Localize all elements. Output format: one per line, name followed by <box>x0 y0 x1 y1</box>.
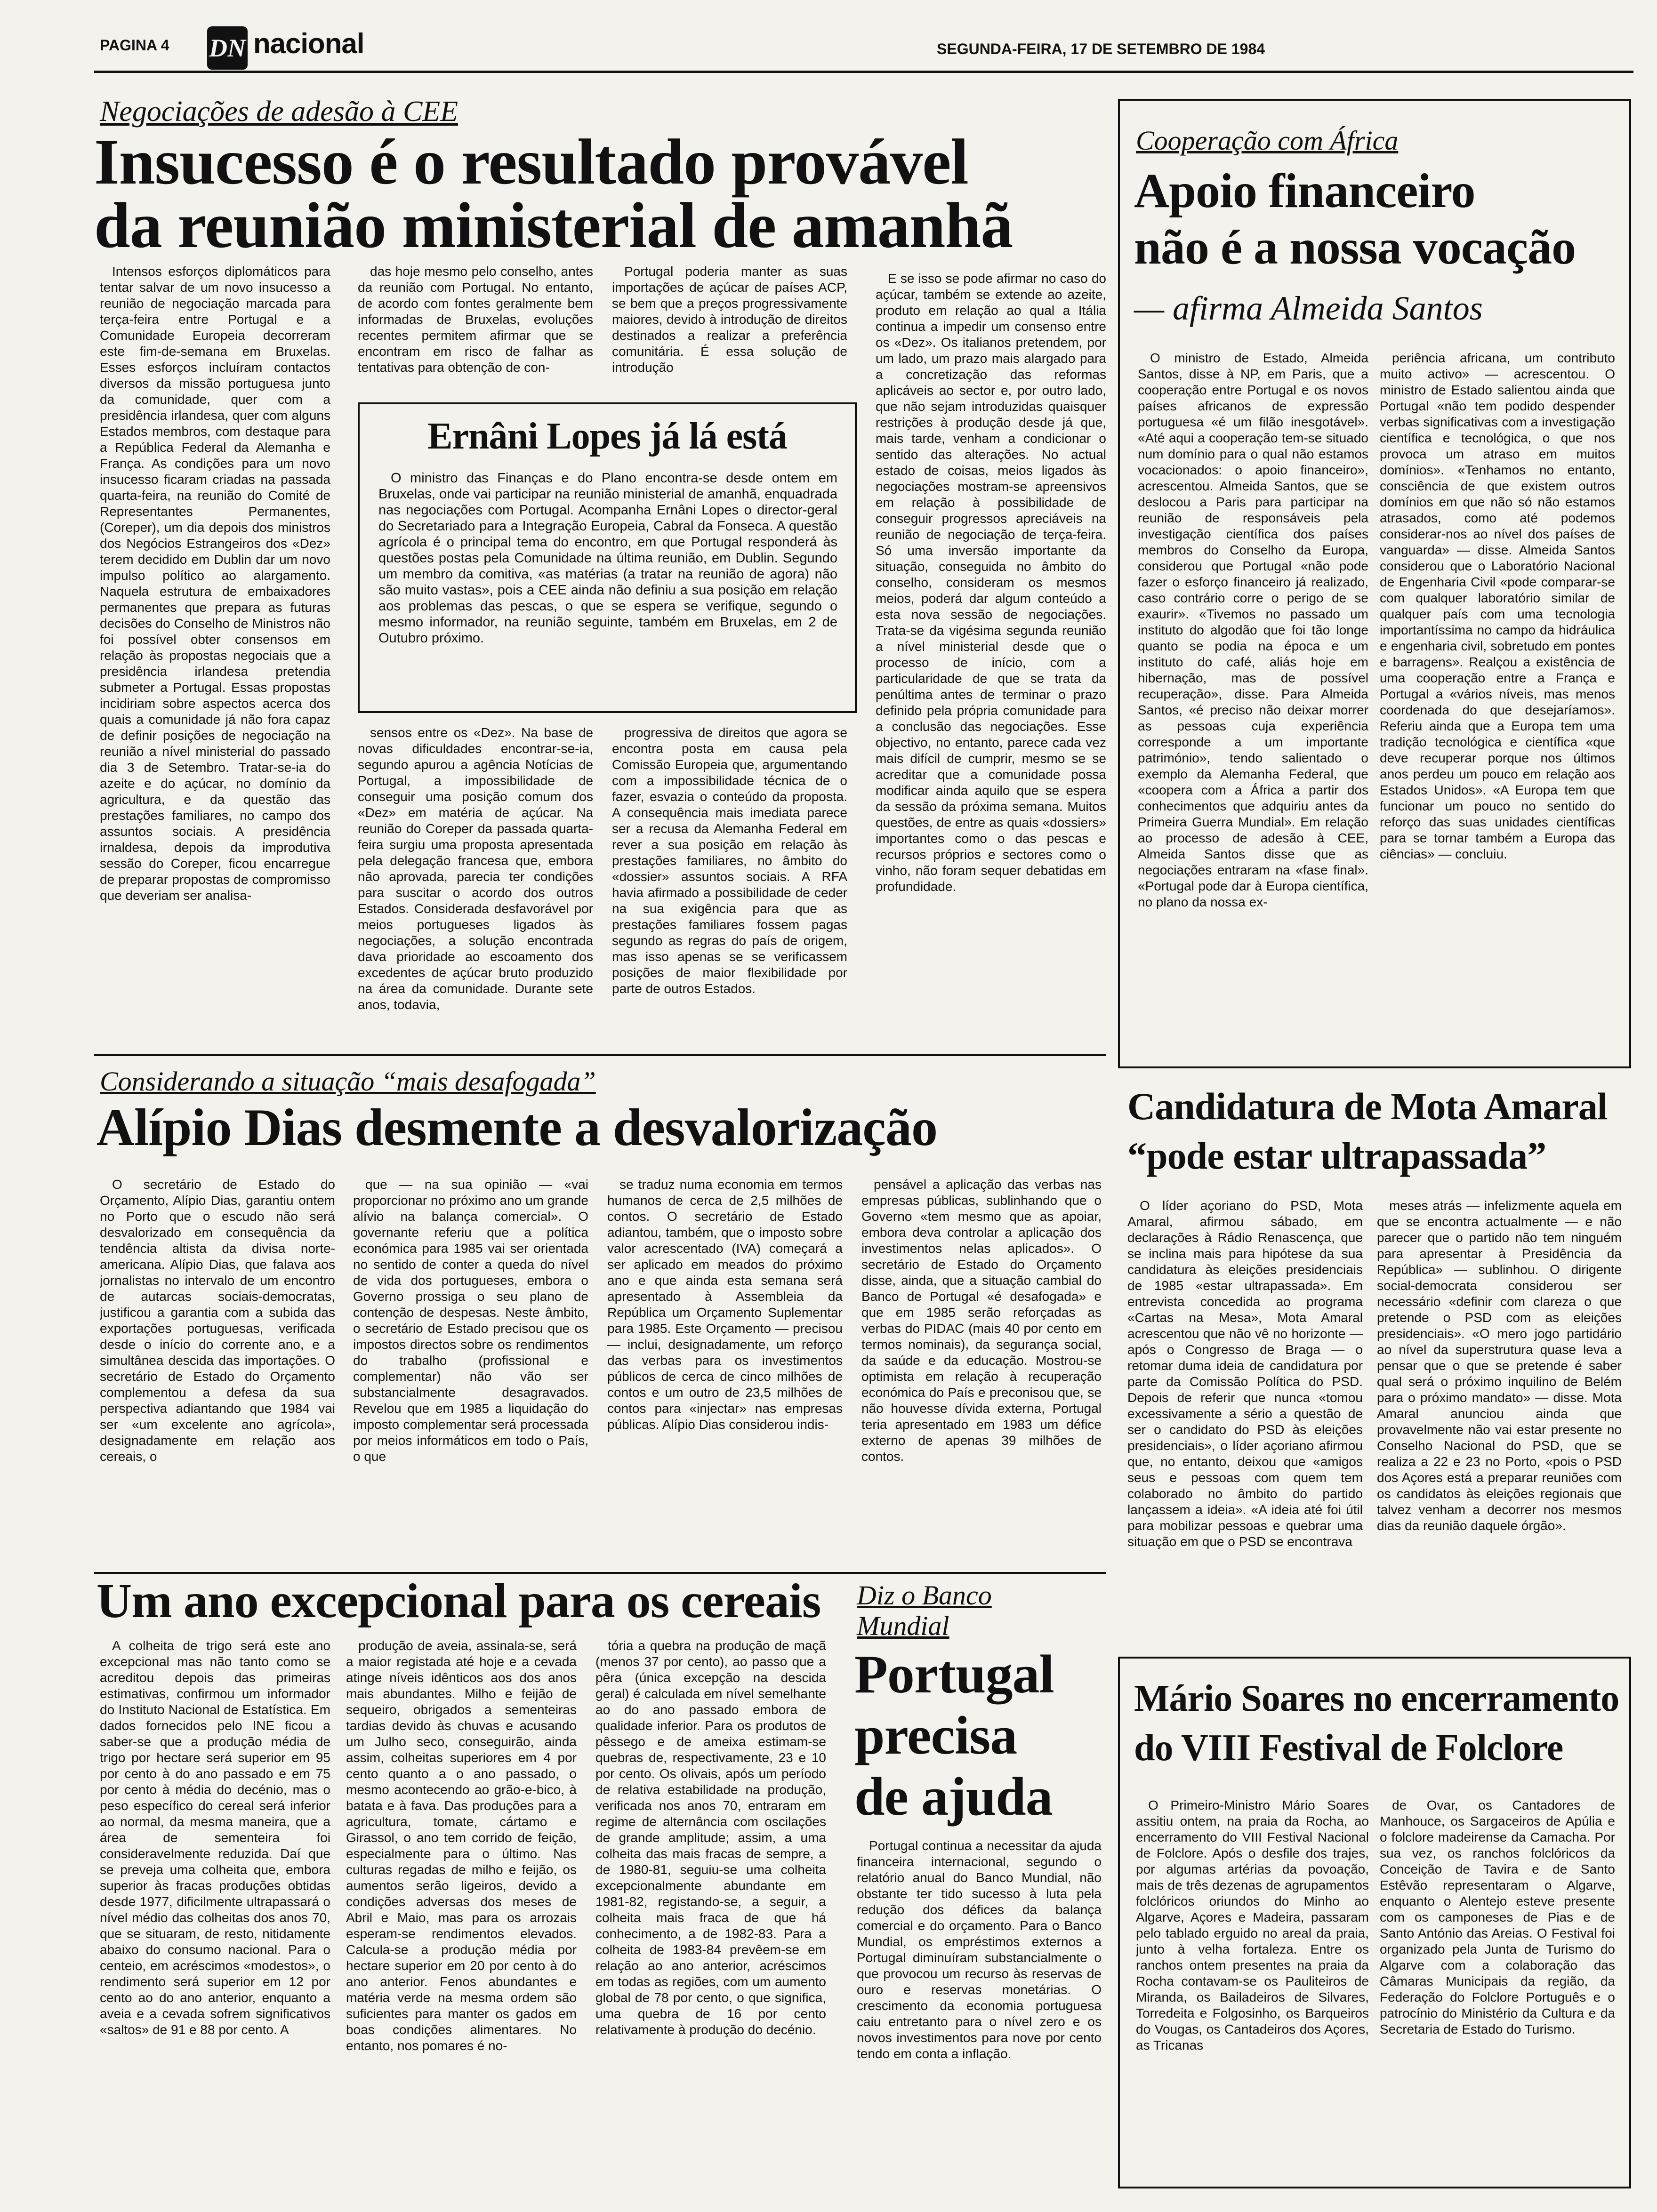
banco-kicker-line1: Diz o Banco <box>857 1580 992 1611</box>
folclore-col1-text: O Primeiro-Ministro Mário Soares assitiu ontem, na praia da Rocha, ao encerramento do VIII Festival Nacional de Folclore. Após o desfile dos trajes, por algumas artérias da povoação, mais de três dezenas de agrupamentos folclóricos oriundos do Minho ao Algarve, Açores e Madeira, passaram pelo tablado erguido no areal da praia, junto à velha fortaleza. Entre os ranchos ontem presentes na praia da Rocha contavam-se os Pauliteiros de Miranda, os Bailadeiros de Silvares, Torredeita e Folgosinho, os Barqueiros do Vougas, os Cantadeiros dos Açores, as Tricanas <box>1136 1798 1369 2052</box>
mota-headline-line1: Candidatura de Mota Amaral <box>1127 1085 1608 1128</box>
alipio-col4-text: pensável a aplicação das verbas nas empresas públicas, sublinhando que o Governo «tem mesmo que as apoiar, embora deva controlar a aplicação dos investimentos nelas aplicados». O secretário de Estado do Orçamento disse, ainda, que a situação cambial do Banco de Portugal «é desafogada» e que em 1985 serão reforçadas as verbas do PIDAC (mais 40 por cento em termos nominais), da segurança social, da saúde e da educação. Mostrou-se optimista em relação à recuperação económica do País e preconisou que, se não houvesse dívida externa, Portugal teria apresentado em 1983 um défice externo de apenas 39 milhões de contos. <box>861 1177 1102 1464</box>
cee-col2-bottom-text: sensos entre os «Dez». Na base de novas dificuldades encontrar-se-ia, segundo apurou a agência Notícias de Portugal, a impossibilidade de conseguir uma posição comum dos «Dez» em matéria de açúcar. Na reunião do Coreper da passada quarta-feira surgiu uma proposta apresentada pela delegação francesa que, embora não aprovada, parecia ter condições para suscitar o acordo dos outros Estados. Considerada desfavorável por meios portugueses ligados às negociações, a solução encontrada dava prioridade ao escoamento dos excedentes de açúcar bruto produzido na área da comunidade. Durante sete anos, todavia, <box>358 725 593 1012</box>
page-date: SEGUNDA-FEIRA, 17 DE SETEMBRO DE 1984 <box>937 40 1265 57</box>
cee-column-3-bottom <box>612 725 847 1045</box>
cereais-headline: Um ano excepcional para os cereais <box>97 1574 821 1628</box>
africa-subhead: — afirma Almeida Santos <box>1134 289 1483 327</box>
cereais-col1-text: A colheita de trigo será este ano excepcional mas não tanto como se acreditou depois das primeiras estimativas, confirmou um informador do Instituto Nacional de Estatística. Em dados fornecidos pelo INE ficou a saber-se que a produção média de trigo por hectare será superior em 95 por cento à do ano passado e em 75 por cento à média do decénio, mas o peso específico do cereal será inferior ao normal, da mesma maneira, que a área de sementeira foi consideravelmente reduzida. Daí que se preveja uma colheita que, embora superior às fracas produções obtidas desde 1977, dificilmente ultrapassará o nível médio das colheitas dos anos 70, que se situaram, de resto, nitidamente abaixo do consumo nacional. Para o centeio, em acréscimos «modestos», o rendimento será superior em 12 por cento ao do ano anterior, enquanto a aveia e a cevada sofrem significativos «saltos» de 91 e 88 por cento. A <box>100 1638 330 2037</box>
cee-column-2-bottom <box>358 725 593 1045</box>
africa-headline-line2: não é a nossa vocação <box>1134 220 1576 274</box>
africa-column-2 <box>1380 350 1615 1056</box>
alipio-headline: Alípio Dias desmente a desvalorização <box>97 1098 937 1157</box>
cee-col3-bottom-text: progressiva de direitos que agora se encontra posta em causa pela Comissão Europeia que, argumentando com a impossibilidade técnica de o fazer, esvazia o conteúdo da proposta. A consequência mais imediata parece ser a recusa da Alemanha Federal em rever a sua posição em relação às prestações familiares, no âmbito do «dossier» assuntos sociais. A RFA havia afirmado a possibilidade de ceder na sua exigência para que as prestações familiares fossem pagas segundo as regras do país de origem, mas isso apenas se se verificassem posições de maior flexibilidade por parte de outros Estados. <box>612 725 847 996</box>
cee-col4-text: E se isso se pode afirmar no caso do açúcar, também se extende ao azeite, produto em relação ao qual a Itália continua a impedir um consenso entre os «Dez». Os italianos pretendem, por um lado, um prazo mais alargado para a concretização das reformas aplicáveis ao sector e, por outro lado, que não sejam introduzidas quaisquer restrições à produção desde já que, mais tarde, venham a condicionar o sentido das alterações. No actual estado de coisas, meios ligados às negociações mostram-se apreensivos em relação à possibilidade de conseguir progressos apreciáveis na reunião de negociação de terça-feira. Só uma inversão importante da situação, conseguida no âmbito do conselho, consideram os mesmos meios, poderá dar algum conteúdo a esta nova sessão de negociações. Trata-se da vigésima segunda reunião a nível ministerial desde que o processo de início, com a particularidade de que se trata da penúltima antes de terminar o prazo definido pela própria comunidade para a conclusão das negociações. Esse objectivo, no entanto, parece cada vez mais difícil de cumprir, mesmo se se acreditar que a comunidade possa modificar ainda aquilo que se espera da sessão da próxima semana. Muitos questões, de entre as quais «dossiers» importantes como o das pescas e recursos próprios e sectores como o vinho, não foram sequer debatidas em profundidade. <box>876 271 1106 894</box>
mota-column-1 <box>1127 1198 1363 1659</box>
alipio-col3-text: se traduz numa economia em termos humanos de cerca de 2,5 milhões de contos. O secretário de Estado adiantou, também, que o imposto sobre valor acrescentado (IVA) começará a ser aplicado em meados do próximo ano e que ainda esta semana será apresentado à Assembleia da República um Orçamento Suplementar para 1985. Este Orçamento — precisou — inclui, designadamente, um reforço das verbas para os investimentos públicos de cerca de cinco milhões de contos e um outro de 23,5 milhões de contos para «injectar» nas empresas públicas. Alípio Dias considerou indis- <box>607 1177 843 1432</box>
alipio-kicker: Considerando a situação “mais desafogada” <box>100 1066 596 1097</box>
alipio-column-1 <box>100 1177 335 1572</box>
folclore-column-2 <box>1380 1797 1615 2179</box>
africa-col2-text: periência africana, um contributo muito activo» — acrescentou. O ministro de Estado salientou ainda que Portugal «não tem podido despender verbas significativas com a investigação científica e tecnológica, o que nos provoca um atraso em muitos domínios». «Tenhamos no entanto, consciência de que existem outros domínios em que não só não estamos atrasados, como até podemos considerar-nos ao nível dos países de vanguarda» — disse. Almeida Santos considerou que o Laboratório Nacional de Engenharia Civil «pode comparar-se com qualquer laboratório similar de qualquer país com uma tecnologia importantíssima no campo da hidráulica e engenharia civil, sobretudo em pontes e barragens». Realçou a existência de uma cooperação entre a França e Portugal a «vários níveis, mas menos coordenada do que desejaríamos». Referiu ainda que a Europa tem uma tradição tecnológica e científica «que deve recuperar porque nos últimos anos perdeu um pouco em relação aos Estados Unidos». «A Europa tem que funcionar um pouco no sentido do reforço das suas unidades científicas para se tornar também a Europa das ciências» — concluiu. <box>1380 351 1615 861</box>
africa-kicker: Cooperação com África <box>1136 125 1399 156</box>
banco-headline-line1: Portugal <box>854 1644 1054 1705</box>
cee-col1-text: Intensos esforços diplomáticos para tentar salvar de um novo insucesso a reunião de negociação marcada para terça-feira entre Portugal e a Comunidade Europeia decorreram este fim-de-semana em Bruxelas. Esses esforços incluíram contactos diversos da missão portuguesa junto da comunidade, quer com a presidência irlandesa, quer com alguns Estados membros, com destaque para a República Federal da Alemanha e França. As condições para um novo insucesso ficaram criadas na passada quarta-feira, na reunião do Comité de Representantes Permanentes, (Coreper), um dia depois dos ministros dos Negócios Estrangeiros dos «Dez» terem decidido em Dublin dar um novo impulso político ao alargamento. Naquela estrutura de embaixadores permanentes que prepara as futuras decisões do Conselho de Ministros não foi possível obter consensos em relação às propostas negociais que a presidência irlandesa pretendia submeter a Portugal. Essas propostas incidiriam sobre aspectos acerca dos quais a comunidade já não fora capaz de definir posições de negociação na reunião a nível ministerial do passado dia 3 de Setembro. Tratar-se-ia do azeite e do açúcar, no domínio da agricultura, e da questão das prestações familiares, no campo dos assuntos sociais. A presidência irnaldesa, depois da improdutiva sessão do Coreper, ficou encarregue de preparar propostas de compromisso que deveriam ser analisa- <box>100 264 330 903</box>
banco-text <box>857 1838 1102 2210</box>
masthead-rule <box>94 71 1633 73</box>
mota-col2-text: meses atrás — infelizmente aquela em que se encontra actualmente — e não parecer que o partido não tem ninguém para apresentar à Presidência da República» — sublinhou. O dirigente social-democrata considerou ser necessário «definir com clareza o que pretende o PSD com as eleições presidenciais». «O mero jogo partidário ao nível da superstrutura quase leva a pensar que o que se pretende é saber qual será o próximo inquilino de Belém para o próximo mandato» — disse. Mota Amaral anunciou ainda que provavelmente não vai estar presente no Conselho Nacional do PSD, que se realiza a 22 e 23 no Porto, «pois o PSD dos Açores está a preparar reuniões com os candidatos às eleições regionais que talvez venham a decorrer nos mesmos dias da reunião daquele órgão». <box>1377 1198 1622 1533</box>
alipio-top-rule <box>94 1054 1106 1056</box>
cee-headline-line2: da reunião ministerial de amanhã <box>94 189 1013 261</box>
banco-kicker-line2: Mundial <box>857 1611 949 1641</box>
alipio-col2-text: que — na sua opinião — «vai proporcionar no próximo ano um grande alívio na balança comercial». O governante referiu que a política económica para 1985 vai ser orientada no sentido de conter a queda do nível de vida dos portugueses, embora o Governo prossiga o seu plano de contenção de despesas. Neste âmbito, o secretário de Estado precisou que os impostos directos sobre os rendimentos do trabalho (profissional e complementar) não vão ser substancialmente desagravados. Revelou que em 1985 a liquidação do imposto complementar será processada por meios informáticos em todo o País, o que <box>353 1177 588 1464</box>
cereais-column-3 <box>595 1638 826 2212</box>
cereais-column-1 <box>100 1638 330 2212</box>
folclore-headline-line2: do VIII Festival de Folclore <box>1134 1727 1563 1769</box>
ernani-text <box>378 470 837 705</box>
alipio-column-2 <box>353 1177 588 1572</box>
ernani-text-paragraph: O ministro das Finanças e do Plano encontra-se desde ontem em Bruxelas, onde vai participar na reunião ministerial de amanhã, enquadrada nas negociações com Portugal. Acompanha Ernâni Lopes o director-geral do Secretariado para a Integração Europeia, Cabral da Fonseca. A questão agrícola é o principal tema do encontro, em que Portugal responderá às questões postas pela Comunidade na última reunião, em Dublin. Segundo um membro da comitiva, «as matérias (a tratar na reunião de agora) não são muito vastas», pois a CEE ainda não definiu a sua posição em relação aos problemas das pescas, o que se espera se verifique, segundo o mesmo informador, na reunião seguinte, também em Bruxelas, em 2 de Outubro próximo. <box>378 471 837 646</box>
africa-col1-text: O ministro de Estado, Almeida Santos, disse à NP, em Paris, que a cooperação entre Portugal e os novos países africanos de expressão portuguesa «é um filão inesgotável». «Até aqui a cooperação tem-se situado num domínio para o qual não estamos vocacionados: o apoio financeiro», acrescentou. Almeida Santos, que se deslocou a Paris para participar na reunião de responsáveis pela investigação científica dos países membros do Conselho da Europa, considerou que Portugal «não pode fazer o esforço financeiro já realizado, caso contrário corre o perigo de se exaurir». «Tivemos no passado um instituto do algodão que foi tão longe quanto se podia na época e um instituto do café, aliás hoje em hibernação, mas de possível recuperação», disse. Para Almeida Santos, «é preciso não deixar morrer as pessoas cuja experiência corresponde a um importante património», tendo salientado o exemplo da Alemanha Federal, que «coopera com a África a partir dos conhecimentos que adquiriu antes da Primeira Guerra Mundial». Em relação ao processo de adesão à CEE, Almeida Santos disse que as negociações entraram na «fase final». «Portugal pode dar à Europa científica, no plano da nossa ex- <box>1138 351 1368 909</box>
cereais-col2-text: produção de aveia, assinala-se, será a maior registada até hoje e a cevada atinge níveis idênticos aos dos anos mais abundantes. Milho e feijão de sequeiro, obrigados a sementeiras tardias devido às chuvas e acusando um Julho seco, conseguirão, ainda assim, colheitas superiores em 4 por cento quanto a o ano passado, o mesmo acontecendo ao grão-e-bico, à batata e à fava. Das produções para a agricultura, tomate, cártamo e Girassol, o ano tem corrido de feição, especialmente para o último. Nas culturas regadas de milho e feijão, os aumentos serão ligeiros, devido a condições adversas dos meses de Abril e Maio, mas para os arrozais esperam-se rendimentos elevados. Calcula-se a produção média por hectare superior em 20 por cento à do ano anterior. Fenos abundantes e matéria verde na mesma ordem são suficientes para manter os gados em boas condições alimentares. No entanto, nos pomares é no- <box>346 1638 577 2053</box>
africa-box <box>1118 99 1631 1068</box>
cee-column-4 <box>876 271 1106 1052</box>
alipio-column-4 <box>861 1177 1102 1572</box>
cee-column-3-top <box>612 264 847 386</box>
mota-headline-line2: “pode estar ultrapassada” <box>1127 1134 1546 1177</box>
newspaper-logo: DN <box>207 26 248 70</box>
mota-col1-text: O líder açoriano do PSD, Mota Amaral, afirmou sábado, em declarações à Rádio Renascença, que se inclina mais para hipótese da sua candidatura às eleições presidenciais de 1985 «estar ultrapassada». Em entrevista concedida ao programa «Cartas na Mesa», Mota Amaral acrescentou que não vê no horizonte — após o Congresso de Braga — o retomar duma ideia de candidatura por parte da Comissão Política do PSD. Depois de referir que nunca «tomou excessivamente a sério a questão de ser o candidato do PSD às eleições presidenciais», o líder açoriano afirmou que, no entanto, deixou que «amigos seus e pessoas com quem tem colaborado no âmbito do partido lançassem a ideia». «A ideia até foi útil para mobilizar pessoas e quebrar uma situação em que o PSD se encontrava <box>1127 1198 1363 1549</box>
alipio-column-3 <box>607 1177 843 1572</box>
cereais-col3-text: tória a quebra na produção de maçã (menos 37 por cento), ao passo que a pêra (única excepção na descida geral) é calculada em nível semelhante ao do ano passado embora de qualidade inferior. Para os produtos de pêssego e de ameixa estimam-se quebras de, respectivamente, 23 e 10 por cento. Os olivais, após um período de relativa estabilidade na produção, verificada nos anos 70, entraram em regime de alternância com oscilações de grande amplitude; assim, a uma colheita das mais fracas de sempre, a de 1980-81, seguiu-se uma colheita excepcionalmente abundante em 1981-82, registando-se, a seguir, a colheita mais fraca de que há conhecimento, a de 1982-83. Para a colheita de 1983-84 prevêem-se em relação ao ano anterior, acréscimos em todas as regiões, com um aumento global de 78 por cento, o que significa, uma quebra de 16 por cento relativamente à produção do decénio. <box>595 1638 826 2037</box>
cereais-column-2 <box>346 1638 577 2212</box>
mota-column-2 <box>1377 1198 1622 1659</box>
cee-column-2-top <box>358 264 593 386</box>
cee-col3-top-text: Portugal poderia manter as suas importações de açúcar de países ACP, se bem que a preços progressivamente maiores, devido à introdução de direitos destinados a realizar a preferência comunitária. É essa solução de introdução <box>612 264 847 375</box>
cee-kicker: Negociações de adesão à CEE <box>100 96 458 128</box>
banco-headline-line3: de ajuda <box>854 1767 1053 1827</box>
cee-column-1 <box>100 264 330 1045</box>
banco-headline-line2: precisa <box>854 1706 1017 1766</box>
africa-column-1 <box>1138 350 1368 1056</box>
alipio-col1-text: O secretário de Estado do Orçamento, Alípio Dias, garantiu ontem no Porto que o escudo não será desvalorizado em consequência da tendência altista da divisa norte-americana. Alípio Dias, que falava aos jornalistas no intervalo de um encontro de autarcas sociais-democratas, justificou a garantia com a subida das exportações portuguesas, verificada desde o início do corrente ano, e a simultânea descida das importações. O secretário de Estado do Orçamento complementou a defesa da sua perspectiva adiantando que 1984 vai ser «um excelente ano agrícola», designadamente em relação aos cereais, o <box>100 1177 335 1464</box>
folclore-headline-line1: Mário Soares no encerramento <box>1134 1678 1619 1719</box>
cee-col2-top-text: das hoje mesmo pelo conselho, antes da reunião com Portugal. No entanto, de acordo com fontes geralmente bem informadas de Bruxelas, evoluções recentes permitem afirmar que se encontram em risco de falhar as tentativas para obtenção de con- <box>358 264 593 375</box>
section-name: nacional <box>253 28 364 59</box>
page-number: PAGINA 4 <box>100 37 169 54</box>
folclore-box <box>1118 1657 1631 2188</box>
ernani-headline: Ernâni Lopes já lá está <box>427 416 787 457</box>
banco-text-paragraph: Portugal continua a necessitar da ajuda financeira internacional, segundo o relatório anual do Banco Mundial, não obstante ter tido sucesso à luta pela redução dos défices da balança comercial e do orçamento. Para o Banco Mundial, os empréstimos externos a Portugal diminuíram substancialmente o que provocou um recurso às reservas de ouro e reservas monetárias. O crescimento da economia portuguesa caiu entretanto para o nível zero e os novos investimentos para nove por cento tendo em conta a inflação. <box>857 1838 1102 2061</box>
africa-headline-line1: Apoio financeiro <box>1134 164 1475 218</box>
ernani-box <box>358 402 857 713</box>
folclore-column-1 <box>1136 1797 1369 2179</box>
folclore-col2-text: de Ovar, os Cantadores de Manhouce, os Sargaceiros de Apúlia e o folclore madeirense da Camacha. Por sua vez, os ranchos folclóricos da Conceição de Tavira e de Santo Estêvão representaram o Algarve, enquanto o Alentejo esteve presente com os camponeses de Pias e de Santo António das Areias. O Festival foi organizado pela Junta de Turismo do Algarve com a colaboração das Câmaras Municipais da região, da Federação do Folclore Português e o patrocínio do Ministério da Cultura e da Secretaria de Estado do Turismo. <box>1380 1798 1615 2036</box>
cee-headline-line1: Insucesso é o resultado provável <box>94 126 968 198</box>
